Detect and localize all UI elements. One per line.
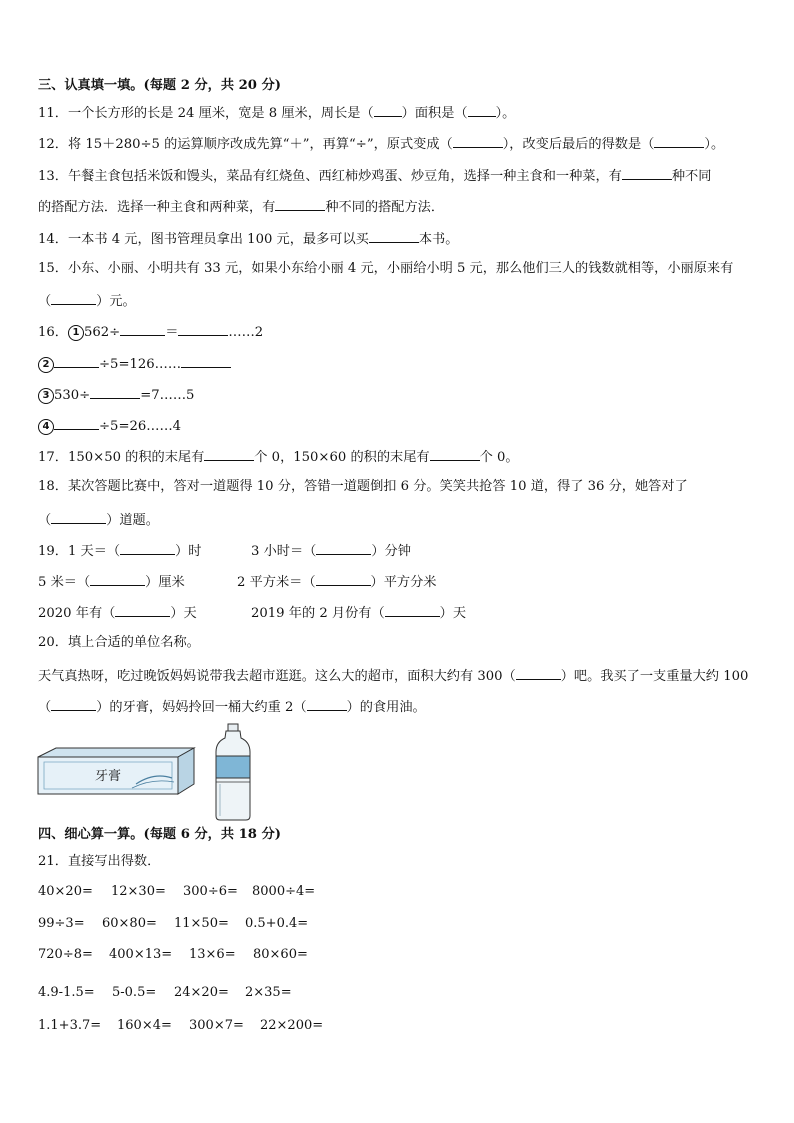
q11-num: 11． [38,106,68,121]
q19-r1-text-b: ）时 [175,544,202,559]
q19-r1-text-d: ）分钟 [371,544,411,559]
calc-item: 12×30= [111,884,166,899]
calc-item: 40×20= [38,884,93,899]
toothpaste-box [38,748,194,794]
q17-blank-2[interactable] [430,447,480,461]
q17-text-a: 17．150×50 的积的末尾有 [38,450,205,465]
q11-blank-area[interactable] [468,103,496,117]
q19-blank-hours[interactable] [120,541,175,555]
q16-3-text-b: =7……5 [140,388,195,403]
q12-num: 12． [38,137,68,152]
q12-text-a: 将 15＋280÷5 的运算顺序改成先算“＋”，再算“÷”，原式变成（ [67,137,453,152]
question-17 [38,447,519,467]
question-16-item-1 [38,322,263,342]
calc-item: 22×200= [260,1018,324,1033]
q16-1-blank-divisor[interactable] [120,322,165,336]
calc-item: 11×50= [174,916,229,931]
question-20-line2 [38,697,426,717]
q16-1-text-a: 562÷ [83,325,121,340]
q17-text-b: 个 0，150×60 的积的末尾有 [254,450,430,465]
circled-number-3: 3 [38,388,54,404]
calc-item: 300÷6= [183,884,238,899]
question-19-row2-right [237,572,436,592]
question-19-row1-left [38,541,202,561]
q11-text-c: ）。 [495,106,516,121]
q15-text-line2b: ）元。 [96,294,136,309]
q18-text-line2b: ）道题。 [106,513,159,528]
q20-blank-toothpaste-unit[interactable] [51,697,96,711]
question-18-line2 [38,510,159,530]
q19-r2-text-c: 2 平方米＝（ [237,575,316,590]
q13-blank-2[interactable] [275,197,325,211]
question-16-item-2 [38,354,231,374]
q15-blank[interactable] [51,291,96,305]
q18-text-line2a: （ [38,513,52,528]
q16-3-text-a: 530÷ [54,388,91,403]
calc-item: 1.1+3.7= [38,1018,102,1033]
section3-heading: 三、认真填一填。(每题 2 分，共 20 分) [38,78,281,93]
q16-num: 16． [38,325,68,340]
q14-text-a: 14．一本书 4 元，图书管理员拿出 100 元，最多可以买 [38,232,369,247]
q19-r2-text-a: 5 米＝（ [38,575,91,590]
oil-bottle [216,724,250,820]
q19-blank-minutes[interactable] [316,541,371,555]
q16-3-blank-divisor[interactable] [90,385,140,399]
question-12 [38,134,724,154]
question-19-row1-right [251,541,411,561]
q20-text-line2b: ）的牙膏，妈妈拎回一桶大约重 2（ [96,700,307,715]
question-16-item-4 [38,416,181,436]
question-20-title: 20．填上合适的单位名称。 [38,635,200,650]
q13-text-line1: 13．午餐主食包括米饭和馒头，菜品有红烧鱼、西红柿炒鸡蛋、炒豆角，选择一种主食和一种菜，有 [38,169,622,184]
q15-text-line2a: （ [38,294,52,309]
q12-blank-result[interactable] [654,134,704,148]
q16-4-text-b: ÷5=26……4 [99,419,182,434]
q20-text-line1b: ）吧。我买了一支重量大约 100 [560,669,749,684]
q13-text-line1-end: 种不同 [671,169,712,184]
calc-item: 8000÷4= [252,884,316,899]
calc-item: 160×4= [117,1018,172,1033]
q19-blank-cm[interactable] [90,572,145,586]
q19-r2-text-d: ）平方分米 [370,575,437,590]
q19-r1-text-a: 19．1 天＝（ [38,544,121,559]
q12-text-c: ）。 [704,137,725,152]
section4-heading: 四、细心算一算。(每题 6 分，共 18 分) [38,827,281,842]
q19-blank-days-2020[interactable] [115,603,170,617]
q19-blank-days-feb-2019[interactable] [385,603,440,617]
q17-blank-1[interactable] [204,447,254,461]
q13-text-line2a: 的搭配方法．选择一种主食和两种菜，有 [38,200,276,215]
toothpaste-label: 牙膏 [94,769,122,784]
calc-item: 300×7= [189,1018,244,1033]
question-15-line2 [38,291,136,311]
calc-item: 24×20= [174,985,229,1000]
q20-blank-oil-unit[interactable] [307,697,347,711]
question-13-line1 [38,166,711,186]
question-16-item-3 [38,385,194,405]
q16-1-text-c: ……2 [228,325,264,340]
q16-1-blank-quotient[interactable] [178,322,228,336]
calc-item: 400×13= [109,947,173,962]
q20-text-line2a: （ [38,700,52,715]
q19-r3-text-c: 2019 年的 2 月份有（ [251,606,385,621]
q11-text-a: 一个长方形的长是 24 厘米，宽是 8 厘米，周长是（ [67,106,374,121]
q19-r3-text-a: 2020 年有（ [38,606,116,621]
q12-text-b: ），改变后最后的得数是（ [502,137,655,152]
calc-item: 2×35= [245,985,292,1000]
q20-illustration [36,722,266,822]
circled-number-2: 2 [38,357,54,373]
q16-2-blank-dividend[interactable] [54,354,99,368]
q20-text-line2c: ）的食用油。 [346,700,426,715]
calc-item: 99÷3= [38,916,85,931]
q19-blank-sq-dm[interactable] [316,572,371,586]
calc-item: 720÷8= [38,947,93,962]
circled-number-1: 1 [68,325,84,341]
q20-blank-area-unit[interactable] [516,666,561,680]
q19-r3-text-b: ）天 [170,606,197,621]
q11-blank-perimeter[interactable] [374,103,402,117]
circled-number-4: 4 [38,419,54,435]
q17-text-c: 个 0。 [479,450,519,465]
question-15-line1: 15．小东、小丽、小明共有 33 元，如果小东给小丽 4 元，小丽给小明 5 元，那么他们三人的钱数就相等，小丽原来有 [38,261,734,276]
q19-r2-text-b: ）厘米 [145,575,185,590]
calc-item: 13×6= [189,947,236,962]
question-19-row3-left [38,603,197,623]
question-19-row2-left [38,572,185,592]
question-18-line1: 18．某次答题比赛中，答对一道题得 10 分，答错一道题倒扣 6 分。笑笑共抢答 10 道，得了 36 分，她答对了 [38,479,688,494]
question-14 [38,229,458,249]
q13-blank-1[interactable] [622,166,672,180]
q16-2-text-b: ÷5=126…… [99,357,182,372]
q16-1-text-b: ＝ [165,325,179,340]
calc-item: 5-0.5= [112,985,157,1000]
question-13-line2 [38,197,444,217]
question-11 [38,103,515,123]
calc-item: 0.5+0.4= [245,916,309,931]
q16-4-blank-dividend[interactable] [54,416,99,430]
q16-2-blank-remainder[interactable] [181,354,231,368]
q11-text-b: ）面积是（ [401,106,468,121]
calc-item: 60×80= [102,916,157,931]
q20-text-line1a: 天气真热呀，吃过晚饭妈妈说带我去超市逛逛。这么大的超市，面积大约有 300（ [38,669,516,684]
q19-r1-text-c: 3 小时＝（ [251,544,317,559]
q12-blank-expression[interactable] [453,134,503,148]
question-20-line1 [38,666,748,686]
q18-blank[interactable] [51,510,106,524]
q14-text-b: 本书。 [418,232,459,247]
q19-r3-text-d: ）天 [439,606,467,621]
question-21-title: 21．直接写出得数． [38,854,161,869]
q13-text-line2b: 种不同的搭配方法． [325,200,445,215]
calc-item: 4.9-1.5= [38,985,95,1000]
question-19-row3-right [251,603,466,623]
q14-blank[interactable] [369,229,419,243]
calc-item: 80×60= [253,947,308,962]
